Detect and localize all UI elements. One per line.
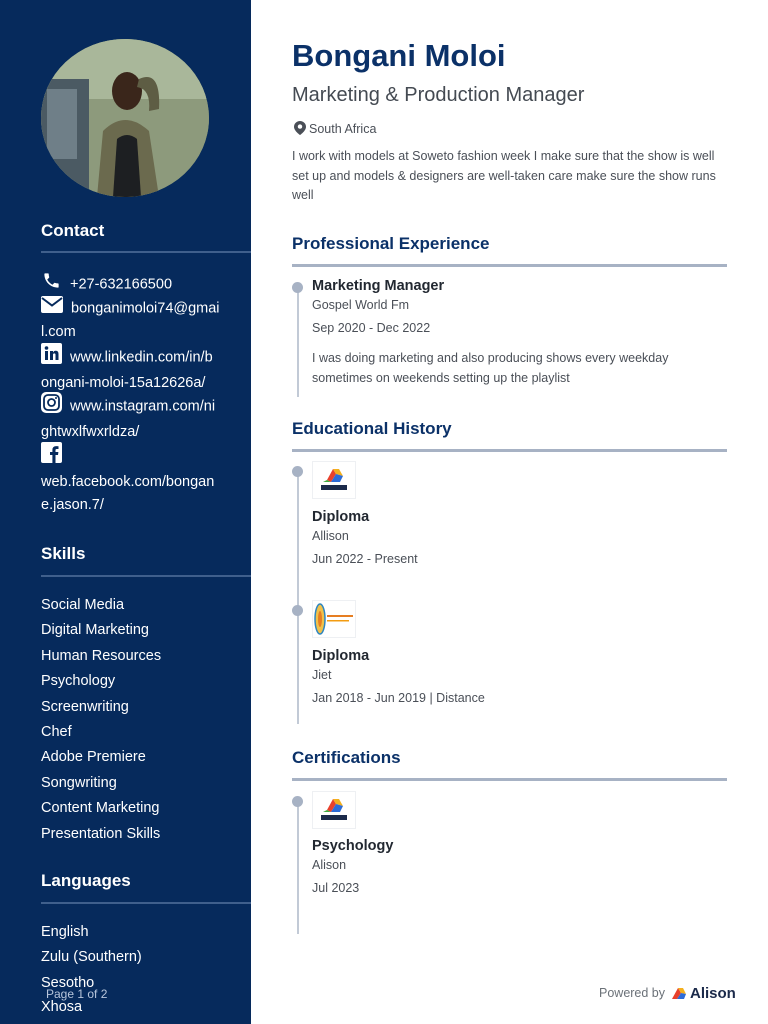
powered-by-text: Powered by [599,986,666,1000]
brand-text: Alison [690,985,736,1002]
certification-dates: Jul 2023 [312,881,360,895]
skill-item: Social Media [41,597,125,613]
location [294,121,376,138]
certifications-divider [292,778,727,781]
facebook-text-line2[interactable]: e.jason.7/ [41,497,104,513]
experience-title: Marketing Manager [312,278,445,294]
alison-brand[interactable] [672,985,736,1003]
sidebar [0,0,251,1024]
education-institution: Allison [312,529,349,543]
experience-divider [292,264,727,267]
experience-timeline [297,287,299,397]
email-text-line2[interactable]: l.com [41,324,76,340]
experience-dates: Sep 2020 - Dec 2022 [312,321,431,335]
language-item: Sesotho [41,975,95,991]
education-dates: Jan 2018 - Jun 2019 | Distance [312,691,485,705]
language-item: English [41,924,89,940]
email-text-line1[interactable]: bonganimoloi74@gmai [71,300,220,317]
skill-item: Human Resources [41,648,162,664]
candidate-name: Bongani Moloi [292,38,506,73]
candidate-title: Marketing & Production Manager [292,84,585,106]
skills-divider [41,575,251,577]
contact-linkedin [41,343,241,395]
education-heading: Educational History [292,419,452,438]
instagram-text-line1[interactable]: www.instagram.com/ni [70,398,216,415]
contact-instagram [41,392,241,444]
contact-divider [41,251,251,253]
alison-mark-icon [672,986,690,1003]
location-pin-icon [294,121,306,138]
phone-text[interactable]: +27-632166500 [70,276,173,293]
language-item: Xhosa [41,999,83,1015]
skill-item: Songwriting [41,775,117,791]
alison-logo-icon [312,791,356,829]
alison-logo-icon [312,461,356,499]
skill-item: Digital Marketing [41,622,149,638]
skill-item: Psychology [41,673,116,689]
education-title: Diploma [312,509,370,525]
timeline-dot [292,282,303,293]
skill-item: Content Marketing [41,800,160,816]
contact-email [41,296,241,344]
profile-photo [41,39,209,197]
jiet-logo-icon [312,600,356,638]
skill-item: Chef [41,724,72,740]
location-text: South Africa [309,121,377,136]
languages-divider [41,902,251,904]
certification-issuer: Alison [312,858,347,872]
profile-summary: I work with models at Soweto fashion week I make sure that the show is well set up and models & designers are well-taken care make sure the show runs well [292,149,716,202]
facebook-text-line1[interactable]: web.facebook.com/bongan [41,474,215,490]
experience-company: Gospel World Fm [312,298,410,312]
linkedin-icon [41,343,62,372]
email-icon [41,296,63,321]
certifications-heading: Certifications [292,748,401,767]
instagram-icon [41,392,62,421]
experience-heading: Professional Experience [292,234,490,253]
education-divider [292,449,727,452]
skill-item: Screenwriting [41,699,129,715]
skill-item: Adobe Premiere [41,749,146,765]
skill-item: Presentation Skills [41,826,161,842]
phone-icon [41,271,62,298]
linkedin-text-line1[interactable]: www.linkedin.com/in/b [70,349,213,366]
instagram-text-line2[interactable]: ghtwxlfwxrldza/ [41,424,140,440]
education-title: Diploma [312,648,370,664]
education-institution: Jiet [312,668,332,682]
linkedin-text-line2[interactable]: ongani-moloi-15a12626a/ [41,375,206,391]
experience-description: I was doing marketing and also producing shows every weekday sometimes on weekends setting up the playlist [312,351,669,385]
certification-title: Psychology [312,838,394,854]
page-number: Page 1 of 2 [46,987,108,1001]
timeline-dot [292,605,303,616]
education-dates: Jun 2022 - Present [312,552,418,566]
certifications-timeline [297,801,299,934]
contact-heading: Contact [41,221,105,240]
language-item: Zulu (Southern) [41,949,142,965]
education-timeline [297,471,299,724]
contact-phone [41,271,241,298]
facebook-icon [41,442,62,471]
timeline-dot [292,466,303,477]
languages-heading: Languages [41,871,131,890]
timeline-dot [292,796,303,807]
contact-facebook [41,442,241,517]
skills-heading: Skills [41,544,86,563]
